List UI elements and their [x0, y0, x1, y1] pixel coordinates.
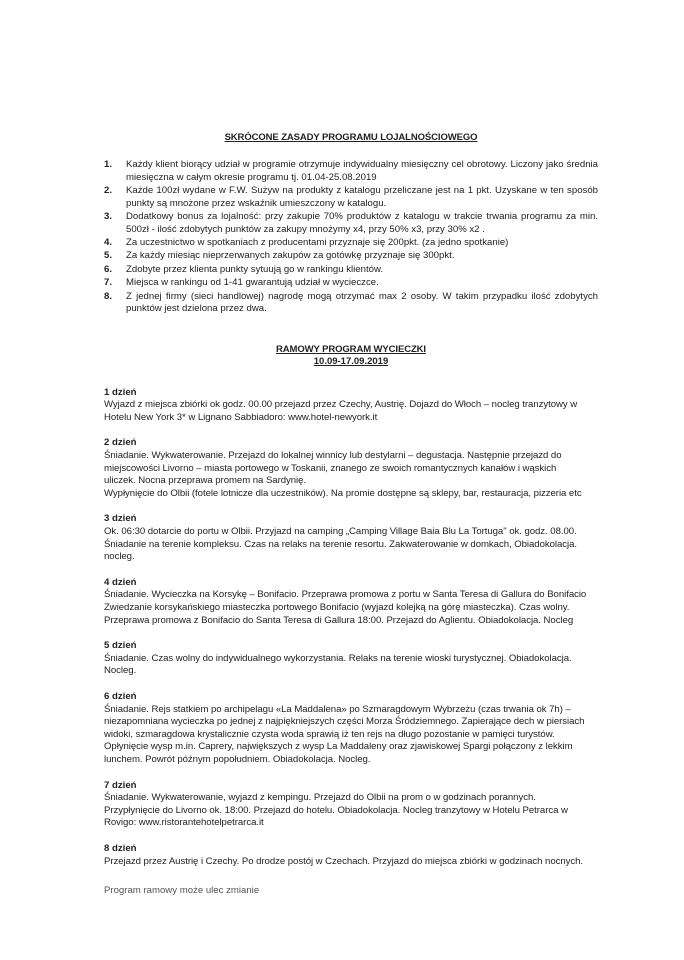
day-block: [104, 843, 598, 868]
day-text-line: Nocleg.: [104, 665, 137, 677]
rule-number: 8.: [104, 290, 113, 302]
rule-item: [104, 291, 598, 316]
rule-text: Zdobyte przez klienta punkty sytuują go w rankingu klientów.: [126, 263, 384, 275]
day-block: [104, 780, 598, 830]
day-text-line: uliczek. Nocna przeprawa promem na Sardynię.: [104, 475, 307, 487]
rule-number: 1.: [104, 159, 113, 170]
rule-number: 2.: [104, 184, 113, 196]
document-page: [104, 132, 598, 898]
day-text-line: niezapomniana wycieczka po jednej z najpiękniejszych części Morza Śródziemnego. Zapierające dech w piersiach: [104, 716, 585, 728]
day-text-line: Śniadanie. Czas wolny do indywidualnego wykorzystania. Relaks na terenie wioski turystycznej. Obiadokolacja.: [104, 652, 572, 664]
day-heading: 8 dzień: [104, 842, 137, 854]
day-text-line: miejscowości Livorno – miasta portowego w Toskanii, znanego ze swoich romantycznych kanałów i wąskich: [104, 462, 557, 474]
day-text-line: Śniadanie. Wykwaterowanie. Przejazd do lokalnej winnicy lub destylarni – degustacja. Następnie przejazd do: [104, 450, 562, 462]
day-text-line: Wypłynięcie do Olbii (fotele lotnicze dla uczestników). Na promie dostępne są sklepy, bar, restauracja, pizzeria etc: [104, 487, 582, 499]
day-heading: 5 dzień: [104, 640, 137, 652]
day-block: [104, 691, 598, 767]
rule-number: 3.: [104, 210, 113, 222]
rules-title: SKRÓCONE ZASADY PROGRAMU LOJALNOŚCIOWEGO: [224, 132, 478, 143]
day-text-line: Ok. 06:30 dotarcie do portu w Olbii. Przyjazd na camping „Camping Village Baia Blu La Tortuga" ok. godz. 08.00.: [104, 526, 577, 538]
day-block: [104, 640, 598, 678]
rule-text: Z jednej firmy (sieci handlowej) nagrodę mogą otrzymać max 2 osoby. W takim przypadku ilość zdobytych punktów jest dzielona przez dwa.: [126, 290, 598, 315]
day-text-line: lunchem. Powrót późnym popołudniem. Obiadokolacja. Nocleg.: [104, 753, 371, 765]
rule-number: 7.: [104, 277, 113, 289]
day-heading: 4 dzień: [104, 576, 137, 588]
day-text-line: nocleg.: [104, 551, 135, 563]
rule-text: Dodatkowy bonus za lojalność: przy zakupie 70% produktów z katalogu w trakcie trwania programu za min. 500zł - ilość zdobytych punktów za zakupy mnożymy x4, przy 50% x3, przy 30% x2 .: [126, 210, 598, 235]
rule-text: Miejsca w rankingu od 1-41 gwarantują udział w wycieczce.: [126, 277, 379, 289]
day-text-line: Śniadanie. Wycieczka na Korsykę – Bonifacio. Przeprawa promowa z portu w Santa Teresa di Gallura do Bonifacio: [104, 589, 587, 601]
rule-text: Za każdy miesiąc nieprzerwanych zakupów za gotówkę przyznaje się 300pkt.: [126, 250, 455, 262]
rule-item: [104, 264, 598, 277]
rule-text: Każde 100zł wydane w F.W. Sużyw na produkty z katalogu przeliczane jest na 1 pkt. Uzyskane w ten sposób punkty są mnożone przez wskaźnik umieszczony w katalogu.: [126, 184, 598, 209]
day-text-line: Śniadanie. Rejs statkiem po archipelagu «La Maddalena» po Szmaragdowym Wybrzeżu (czas trwania ok 7h) –: [104, 703, 571, 715]
day-heading: 6 dzień: [104, 690, 137, 702]
rule-number: 5.: [104, 250, 113, 262]
day-heading: 3 dzień: [104, 513, 137, 525]
day-text-line: Hotelu New York 3* w Lignano Sabbiadoro: www.hotel-newyork.it: [104, 411, 378, 423]
rule-number: 4.: [104, 236, 113, 248]
day-block: [104, 577, 598, 627]
rule-item: [104, 185, 598, 210]
day-text-line: Wyjazd z miejsca zbiórki ok godz. 00.00 przejazd przez Czechy, Austrię. Dojazd do Włoch – nocleg tranzytowy w: [104, 399, 578, 411]
rule-text: Za uczestnictwo w spotkaniach z producentami przyznaje się 200pkt. (za jedno spotkanie): [126, 236, 509, 248]
rule-item: [104, 250, 598, 263]
day-text-line: Przypłynięcie do Livorno ok. 18:00. Przejazd do hotelu. Obiadokolacja. Nocleg tranzytowy w Hotelu Petrarca w: [104, 804, 568, 816]
day-heading: 7 dzień: [104, 779, 137, 791]
rule-text: Każdy klient biorący udział w programie otrzymuje indywidualny miesięczny cel obrotowy. Liczony jako średnia miesięczna w całym okresie programu tj. 01.04-25.08.2019: [126, 159, 598, 183]
day-text-line: Opłynięcie wysp m.in. Caprery, największych z wysp La Maddaleny oraz zjawiskowej Spargi połączony z lekkim: [104, 741, 573, 753]
rule-number: 6.: [104, 263, 113, 275]
day-heading: 1 dzień: [104, 386, 137, 398]
day-text-line: Rovigo: www.ristorantehotelpetrarca.it: [104, 817, 264, 829]
rules-list: [104, 159, 598, 316]
day-heading: 2 dzień: [104, 437, 137, 449]
rule-item: [104, 277, 598, 290]
day-block: [104, 513, 598, 563]
day-text-line: Śniadanie. Wykwaterowanie, wyjazd z kempingu. Przejazd do Olbii na prom o w godzinach porannych.: [104, 792, 536, 804]
rule-item: [104, 159, 598, 184]
program-dates: 10.09-17.09.2019: [313, 355, 389, 367]
days-list: [104, 387, 598, 868]
day-text-line: widoki, szmaragdowa krystalicznie czysta woda sprawią iż ten rejs na długo pozostanie w pamięci turystów.: [104, 728, 555, 740]
day-text-line: Przeprawa promowa z Bonifacio do Santa Teresa di Gallura 18:00. Przejazd do Aglientu. Obiadokolacja. Nocleg: [104, 614, 574, 626]
day-text-line: Przejazd przez Austrię i Czechy. Po drodze postój w Czechach. Przyjazd do miejsca zbiórki w godzinach nocnych.: [104, 855, 584, 867]
rule-item: [104, 211, 598, 236]
day-block: [104, 437, 598, 500]
day-text-line: Zwiedzanie korsykańskiego miasteczka portowego Bonifacio (wyjazd kolejką na górę miasteczka). Czas wolny.: [104, 602, 570, 614]
day-block: [104, 387, 598, 425]
rule-item: [104, 237, 598, 250]
footer-note: Program ramowy może ulec zmianie: [104, 885, 260, 897]
day-text-line: Śniadanie na terenie kompleksu. Czas na relaks na terenie resortu. Zakwaterowanie w domkach, Obiadokolacja.: [104, 538, 577, 550]
program-title: RAMOWY PROGRAM WYCIECZKI: [276, 343, 426, 355]
